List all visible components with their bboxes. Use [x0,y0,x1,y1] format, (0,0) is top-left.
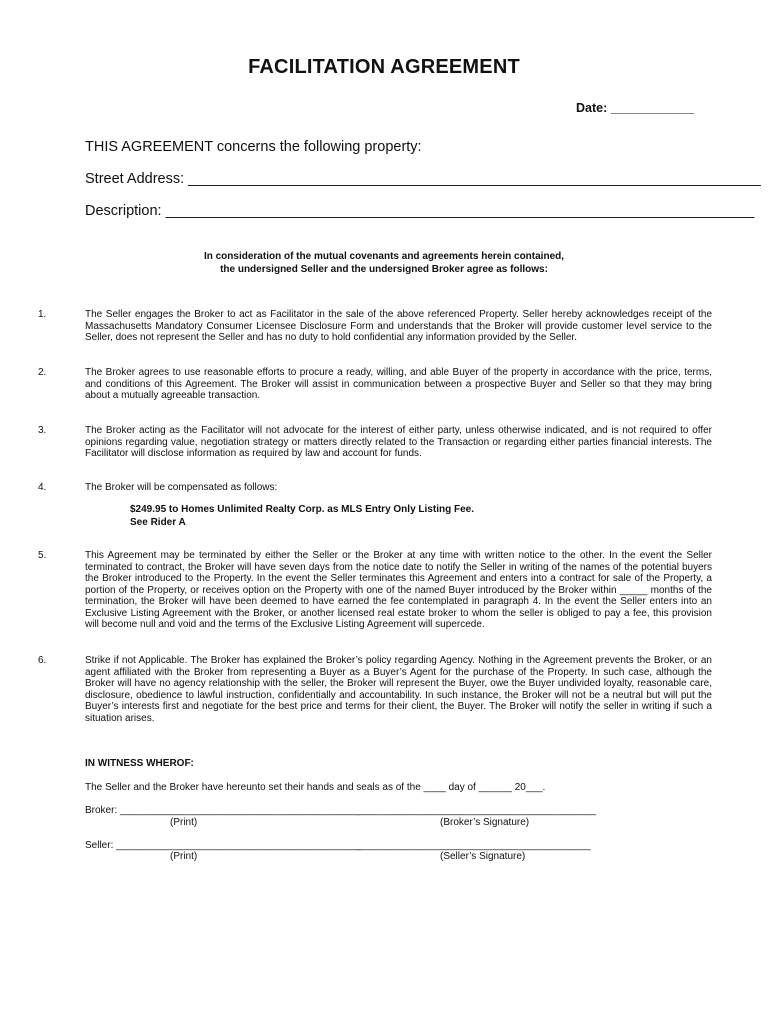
date-field: Date: ____________ [576,101,695,115]
seller-signature-label: (Seller’s Signature) [440,851,526,862]
fee-line-1: $249.95 to Homes Unlimited Realty Corp. as MLS Entry Only Listing Fee. [130,504,474,515]
paragraph-2: The Broker agrees to use reasonable efforts to procure a ready, willing, and able Buyer of the property in accordance with the price, terms, and conditions of this Agreement. The Broker will assist in communication between a prospective Buyer and Seller so that they may bring about a mutually agreeable transaction. [85,367,712,401]
consideration-line-1: In consideration of the mutual covenants and agreements herein contained, [203,251,565,262]
paragraph-number-2: 2. [38,367,47,378]
seller-signature-line: __________________________________________ [357,840,591,851]
broker-signature-line: ___________________________________________ [357,805,597,816]
description-field: Description: _________________________________________________________________________ [85,203,755,219]
broker-print-line: Broker: ___________________________________________ [85,805,360,816]
paragraph-6: Strike if not Applicable. The Broker has explained the Broker’s policy regarding Agency. Nothing in the Agreement prevents the Broker, or an agent affiliated with the Broker from representing a Buyer as a Buyer’s Agent for the purchase of the Property. In such case, although the Broker will have no agency relationship with the seller, the Broker will represent the Buyer, owe the Buyer undivided loyalty, reasonable care, disclosure, obedience to lawful instruction, confidentially and accountability. In such instance, the Broker will not be a neutral but will put the Buyer’s interests first and negotiate for the best price and terms for their client, the Buyer. The Broker will notify the seller in writing if such a situation arises. [85,655,712,724]
fee-line-2: See Rider A [130,517,186,528]
intro-text: THIS AGREEMENT concerns the following property: [85,139,422,155]
document-title: FACILITATION AGREEMENT [248,56,520,78]
witness-heading: IN WITNESS WHEROF: [85,758,194,769]
paragraph-number-4: 4. [38,482,47,493]
paragraph-number-3: 3. [38,425,47,436]
paragraph-3: The Broker acting as the Facilitator will not advocate for the interest of either party, unless otherwise indicated, and is not required to offer opinions regarding value, negotiation strategy or matters directly related to the Transaction or regarding either parties financial interests. The Facilitator will disclose information as required by law and account for funds. [85,425,712,459]
seller-print-line: Seller: ____________________________________________ [85,840,361,851]
street-address-field: Street Address: _______________________________________________________________________ [85,171,761,187]
consideration-line-2: the undersigned Seller and the undersigned Broker agree as follows: [220,264,548,275]
paragraph-number-5: 5. [38,550,47,561]
broker-print-label: (Print) [170,817,198,828]
paragraph-number-1: 1. [38,309,47,320]
paragraph-5: This Agreement may be terminated by either the Seller or the Broker at any time with written notice to the other. In the event the Seller terminated to contract, the Broker will have seven days from the notice date to notify the Seller in writing of the names of the potential buyers the Broker introduced to the Property. In the event the Seller terminates this Agreement and enters into a contract for sale of the Property, a portion of the Property, or receives option on the Property with one of the named Buyer introduced by the Broker within _____ months of the termination, the Broker will have been deemed to have earned the fee contemplated in paragraph 4. In the event the Seller enters into an Exclusive Listing Agreement with the Broker, or another licensed real estate broker to whom the seller is obliged to pay a fee, this provision will become null and void and the terms of the Exclusive Listing Agreement will supercede. [85,550,712,630]
seals-statement: The Seller and the Broker have hereunto set their hands and seals as of the ____ day of ______ 20___. [85,782,546,793]
broker-signature-label: (Broker’s Signature) [440,817,530,828]
seller-print-label: (Print) [170,851,198,862]
consideration-clause [0,250,768,276]
paragraph-number-6: 6. [38,655,47,666]
paragraph-1: The Seller engages the Broker to act as Facilitator in the sale of the above referenced Property. Seller hereby acknowledges receipt of the Massachusetts Mandatory Consumer Licensee Disclosure Form and understands that the Broker will provide customer level service to the Seller, does not represent the Seller and has no duty to hold confidential any information provided by the Seller. [85,309,712,343]
paragraph-4: The Broker will be compensated as follows: [85,482,278,493]
